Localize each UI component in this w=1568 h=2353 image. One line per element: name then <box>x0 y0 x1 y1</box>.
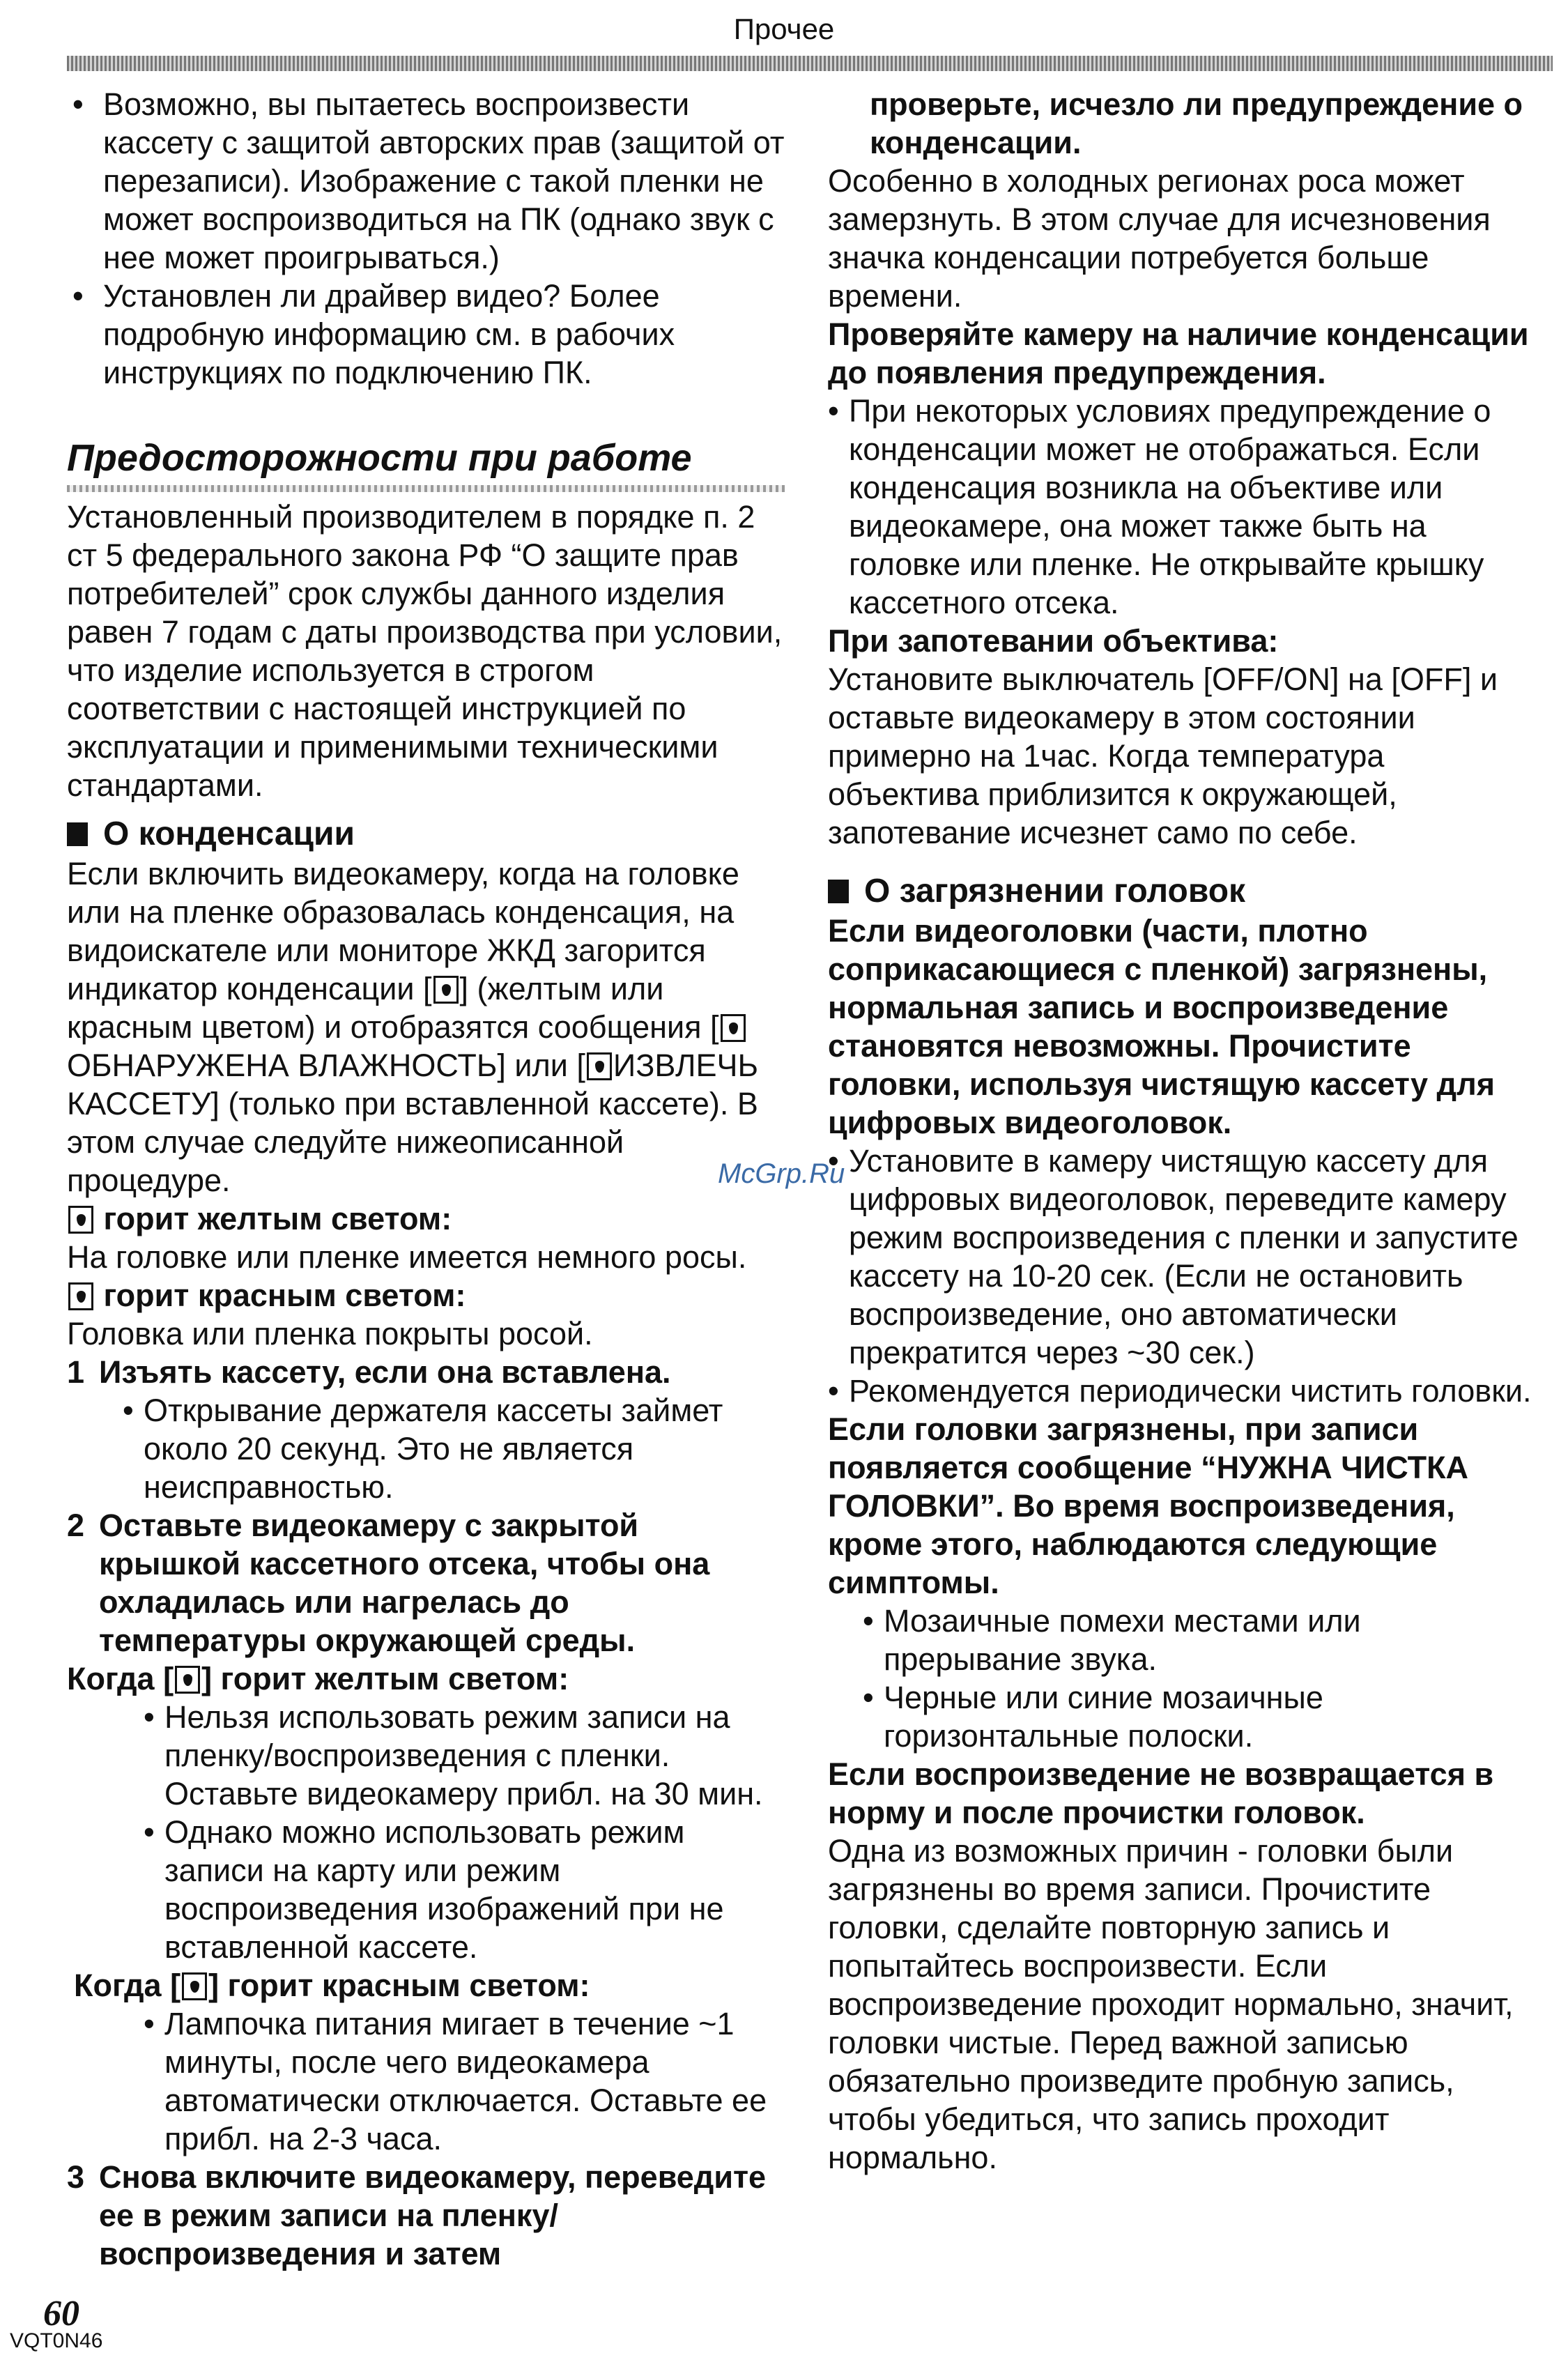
not-normal-heading: Если воспроизведение не возвращается в норму и после прочистки головок. <box>828 1756 1494 1830</box>
bullet-video-driver: • Установлен ли драйвер видео? Более подробную информацию см. в рабочих инструкциях по подключению ПК. <box>67 277 785 392</box>
dirty-heads-lead: Если видеоголовки (части, плотно соприкасающиеся с пленкой) загрязнены, нормальная запись и воспроизведение становятся невозможны. Прочистите головки, используя чистящую кассету для цифровых видеоголовок. <box>828 913 1495 1140</box>
when-red-heading: Когда [ ] горит красным светом: <box>74 1968 590 2003</box>
cleaning-cassette-bullet: • Установите в камеру чистящую кассету для цифровых видеоголовок, переведите камеру режим воспроизведения с пленки и запустите кассету на 10-20 сек. (Если не остановить воспроизведение, оно автоматически прекратится через ~30 сек.) <box>828 1142 1539 1372</box>
square-bullet-icon <box>828 880 849 903</box>
watermark: McGrp.Ru <box>718 1158 845 1189</box>
left-column <box>67 85 785 2273</box>
cold-regions-text: Особенно в холодных регионах роса может замерзнуть. В этом случае для исчезновения значка конденсации потребуется больше времени. <box>828 163 1491 314</box>
condensation-icon <box>721 1014 746 1042</box>
symptom-stripes: • Черные или синие мозаичные горизонтальные полоски. <box>863 1678 1539 1755</box>
when-yellow-bullet-2: • Однако можно использовать режим записи на карту или режим воспроизведения изображений при не вставленной кассете. <box>144 1813 785 1966</box>
not-normal-text: Одна из возможных причин - головки были загрязнены во время записи. Прочистите головки, сделайте повторную запись и попытайтесь воспроизвести. Если воспроизведение проходит нормально, значит, головки чистые. Перед важной записью обязательно произведите пробную запись, чтобы убедиться, что запись проходит нормально. <box>828 1833 1514 2175</box>
yellow-indicator-text: На головке или пленке имеется немного росы. <box>67 1239 747 1275</box>
section-title-precautions: Предосторожности при работе <box>67 437 692 479</box>
yellow-indicator-heading: горит желтым светом: <box>67 1200 785 1238</box>
header-rule <box>67 56 1553 71</box>
symptom-mosaic: • Мозаичные помехи местами или прерывание звука. <box>863 1602 1539 1678</box>
step-1: 1 Изъять кассету, если она вставлена. <box>67 1354 671 1390</box>
when-yellow-bullet-1: • Нельзя использовать режим записи на пленку/воспроизведения с пленки. Оставьте видеокамеру прибл. на 30 мин. <box>144 1698 785 1813</box>
step-3-continued: проверьте, исчезло ли предупреждение о конденсации. <box>870 86 1523 160</box>
condensation-paragraph: Если включить видеокамеру, когда на головке или на пленке образовалась конденсация, на видоискателе или мониторе ЖКД загорится индикатор конденсации [ ] (желтым или красным цветом) и отобразятся сообщения [ОБНАРУЖЕНА ВЛАЖНОСТЬ] или [ ИЗВЛЕЧЬ КАССЕТУ] (только при вставленной кассете). В этом случае следуйте нижеописанной процедуре. <box>67 856 759 1198</box>
document-code: VQT0N46 <box>10 2329 103 2352</box>
page-section-title: Прочее <box>733 13 835 45</box>
dirty-heads-heading <box>828 871 1539 912</box>
condensation-heading <box>67 814 785 854</box>
lens-fog-heading: При запотевании объектива: <box>828 623 1279 659</box>
condensation-icon <box>182 1972 207 2000</box>
red-indicator-heading: горит красным светом: <box>67 1276 785 1315</box>
square-bullet-icon <box>67 822 88 846</box>
periodic-cleaning-bullet: • Рекомендуется периодически чистить головки. <box>828 1372 1539 1410</box>
check-condensation-heading: Проверяйте камеру на наличие конденсации до появления предупреждения. <box>828 316 1529 390</box>
condensation-icon <box>68 1282 93 1310</box>
dirty-heads-title: О загрязнении головок <box>864 873 1246 910</box>
check-condensation-bullet: • При некоторых условиях предупреждение о конденсации может не отображаться. Если конденсация возникла на объективе или видеокамере, она может также быть на головке или пленке. Не открывайте крышку кассетного отсека. <box>828 392 1539 622</box>
condensation-icon <box>175 1666 200 1694</box>
when-yellow-heading: Когда [ ] горит желтым светом: <box>67 1661 569 1696</box>
right-column <box>828 85 1539 2177</box>
step-3: 3 Снова включите видеокамеру, переведите ее в режим записи на пленку/воспроизведения и затем <box>67 2159 767 2271</box>
service-life-intro: Установленный производителем в порядке п. 2 ст 5 федерального закона РФ “О защите прав потребителей” срок службы данного изделия равен 7 годам с даты производства при условии, что изделие используется в строгом соответствии с настоящей инструкцией по эксплуатации и применимыми техническими стандартами. <box>67 499 783 803</box>
page-number: 60 <box>43 2294 79 2333</box>
when-red-bullet-1: • Лампочка питания мигает в течение ~1 минуты, после чего видеокамера автоматически отключается. Оставьте ее прибл. на 2-3 часа. <box>144 2005 785 2158</box>
condensation-icon <box>68 1206 93 1234</box>
bullet-copy-protection: • Возможно, вы пытаетесь воспроизвести кассету с защитой авторских прав (защитой от перезаписи). Изображение с такой пленки не может воспроизводиться на ПК (однако звук с нее может проигрываться.) <box>67 85 785 277</box>
condensation-title: О конденсации <box>103 815 355 852</box>
lens-fog-text: Установите выключатель [OFF/ON] на [OFF] и оставьте видеокамеру в этом состоянии примерно на 1час. Когда температура объектива приблизится к окружающей, запотевание исчезнет само по себе. <box>828 661 1498 850</box>
step-2: 2 Оставьте видеокамеру с закрытой крышкой кассетного отсека, чтобы она охладилась или нагрелась до температуры окружающей среды. <box>67 1508 710 1658</box>
red-indicator-text: Головка или пленка покрыты росой. <box>67 1316 593 1351</box>
condensation-icon <box>587 1052 612 1080</box>
clean-message-heading: Если головки загрязнены, при записи появляется сообщение “НУЖНА ЧИСТКА ГОЛОВКИ”. Во время воспроизведения, кроме этого, наблюдаются следующие симптомы. <box>828 1411 1469 1600</box>
step-1-note: • Открывание держателя кассеты займет около 20 секунд. Это не является неисправностью. <box>123 1391 785 1506</box>
section-rule <box>67 485 785 492</box>
condensation-icon <box>433 976 459 1004</box>
